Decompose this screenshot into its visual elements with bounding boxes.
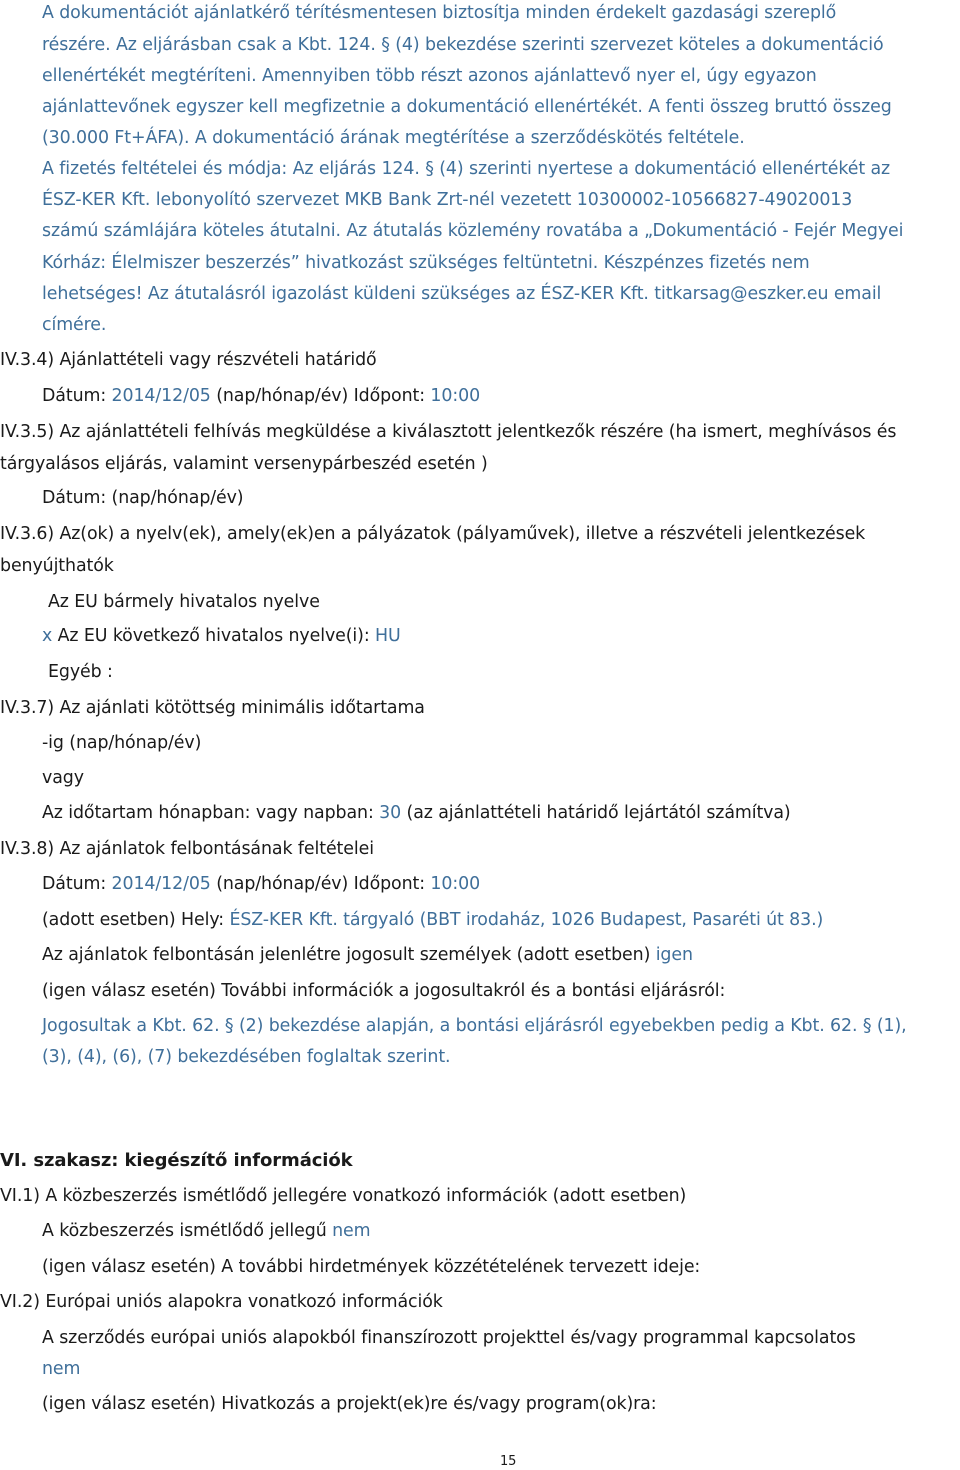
paragraph-line: A dokumentációt ajánlatkérő térítésmentesen biztosítja minden érdekelt gazdasági szereplő — [42, 3, 837, 23]
section-heading-iv34: IV.3.4) Ajánlattételi vagy részvételi határidő — [0, 350, 377, 370]
section-heading-iv35: IV.3.5) Az ajánlattételi felhívás megküldése a kiválasztott jelentkezők részére (ha ismert, meghívásos és — [0, 422, 897, 442]
binding-until-line: -ig (nap/hónap/év) — [42, 733, 202, 753]
opening-info-label: (igen válasz esetén) További információk a jogosultakról és a bontási eljárásról: — [42, 981, 726, 1001]
page-number: 15 — [500, 1454, 517, 1469]
recurring-label: A közbeszerzés ismétlődő jellegű — [42, 1221, 333, 1241]
duration-suffix: (az ajánlattételi határidő lejártától számítva) — [401, 803, 791, 823]
section-title-vi: VI. szakasz: kiegészítő információk — [0, 1150, 353, 1171]
persons-value: igen — [655, 945, 693, 965]
opening-info-text-cont: (3), (4), (6), (7) bekezdésében foglaltak szerint. — [42, 1047, 451, 1067]
place-label: (adott esetben) Hely: — [42, 910, 230, 930]
paragraph-line: Kórház: Élelmiszer beszerzés” hivatkozást szükséges feltüntetni. Készpénzes fizetés nem — [42, 253, 810, 273]
invitation-date-line: Dátum: (nap/hónap/év) — [42, 488, 244, 508]
section-heading-iv37: IV.3.7) Az ajánlati kötöttség minimális időtartama — [0, 698, 425, 718]
opening-place: ÉSZ-KER Kft. tárgyaló (BBT irodaház, 1026 Budapest, Pasaréti út 83.) — [229, 910, 824, 930]
paragraph-line: ellenértékét megtéríteni. Amennyiben több részt azonos ajánlattevő nyer el, úgy egyazon — [42, 66, 817, 86]
paragraph-line: lehetséges! Az átutalásról igazolást küldeni szükséges az ÉSZ-KER Kft. titkarsag@eszker.eu email — [42, 284, 882, 304]
date-format-label: (nap/hónap/év) Időpont: — [210, 386, 431, 406]
persons-label: Az ajánlatok felbontásán jelenlétre jogosult személyek (adott esetben) — [42, 945, 656, 965]
duration-days: 30 — [379, 803, 402, 823]
opening-info-text: Jogosultak a Kbt. 62. § (2) bekezdése alapján, a bontási eljárásról egyebekben pedig a Kbt. 62. § (1), — [42, 1016, 907, 1036]
section-heading-vi2: VI.2) Európai uniós alapokra vonatkozó információk — [0, 1292, 443, 1312]
opening-date-line — [42, 873, 480, 895]
language-value: HU — [375, 626, 401, 646]
eu-funds-answer: nem — [42, 1359, 81, 1379]
selected-mark: x — [42, 626, 53, 646]
date-label: Dátum: — [42, 386, 112, 406]
recurring-followup: (igen válasz esetén) A további hirdetmények közzétételének tervezett ideje: — [42, 1257, 701, 1277]
eu-funds-question: A szerződés európai uniós alapokból finanszírozott projekttel és/vagy programmal kapcsolatos — [42, 1328, 856, 1348]
paragraph-line: számú számlájára köteles átutalni. Az átutalás közlemény rovatába a „Dokumentáció - Fejér Megyei — [42, 221, 904, 241]
paragraph-line: részére. Az eljárásban csak a Kbt. 124. § (4) bekezdése szerinti szervezet köteles a dokumentáció — [42, 35, 884, 55]
date-format-label: (nap/hónap/év) Időpont: — [210, 874, 431, 894]
language-option-any: Az EU bármely hivatalos nyelve — [48, 592, 320, 612]
binding-duration-line — [42, 802, 791, 824]
deadline-date-line — [42, 385, 480, 407]
paragraph-line: (30.000 Ft+ÁFA). A dokumentáció árának megtérítése a szerződéskötés feltétele. — [42, 128, 745, 148]
opening-persons-line — [42, 944, 693, 966]
duration-label: Az időtartam hónapban: vagy napban: — [42, 803, 380, 823]
paragraph-line: A fizetés feltételei és módja: Az eljárás 124. § (4) szerinti nyertese a dokumentáció ellenértékét az — [42, 159, 891, 179]
paragraph-line: ajánlattevőnek egyszer kell megfizetnie a dokumentáció ellenértékét. A fenti összeg bruttó összeg — [42, 97, 892, 117]
paragraph-line: címére. — [42, 315, 107, 335]
deadline-date: 2014/12/05 — [111, 386, 211, 406]
opening-date: 2014/12/05 — [111, 874, 211, 894]
eu-funds-followup: (igen válasz esetén) Hivatkozás a projekt(ek)re és/vagy program(ok)ra: — [42, 1394, 657, 1414]
deadline-time: 10:00 — [430, 386, 481, 406]
language-option-label: Az EU következő hivatalos nyelve(i): — [52, 626, 376, 646]
paragraph-line: ÉSZ-KER Kft. lebonyolító szervezet MKB Bank Zrt-nél vezetett 10300002-10566827-49020013 — [42, 190, 853, 210]
section-heading-iv38: IV.3.8) Az ajánlatok felbontásának feltételei — [0, 839, 374, 859]
section-heading-vi1: VI.1) A közbeszerzés ismétlődő jellegére vonatkozó információk (adott esetben) — [0, 1186, 687, 1206]
opening-place-line — [42, 909, 823, 931]
recurring-value: nem — [332, 1221, 371, 1241]
date-label: Dátum: — [42, 874, 112, 894]
opening-time: 10:00 — [430, 874, 481, 894]
section-heading-iv36: IV.3.6) Az(ok) a nyelv(ek), amely(ek)en a pályázatok (pályaművek), illetve a részvételi jelentkezések — [0, 524, 866, 544]
recurring-line — [42, 1220, 370, 1242]
language-option-specific — [42, 625, 401, 647]
section-heading-iv35-cont: tárgyalásos eljárás, valamint versenypárbeszéd esetén ) — [0, 454, 488, 474]
language-option-other: Egyéb : — [48, 662, 113, 682]
section-heading-iv36-cont: benyújthatók — [0, 556, 114, 576]
or-line: vagy — [42, 768, 84, 788]
